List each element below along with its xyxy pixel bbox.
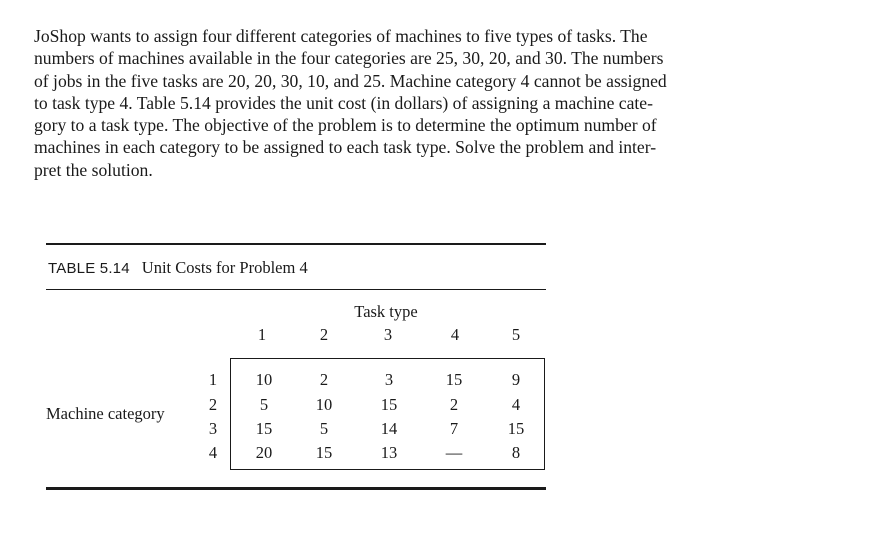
table-cell: 2 bbox=[449, 395, 459, 414]
table-cell: 5 bbox=[319, 419, 329, 438]
column-header: 4 bbox=[450, 325, 460, 344]
row-header: 4 bbox=[208, 443, 218, 462]
table-cell: 9 bbox=[511, 370, 521, 389]
column-header: 2 bbox=[319, 325, 329, 344]
table-cell: 3 bbox=[384, 370, 394, 389]
problem-line: gory to a task type. The objective of the problem is to determine the optimum number of bbox=[34, 115, 657, 136]
problem-statement bbox=[34, 25, 844, 181]
column-header: 5 bbox=[511, 325, 521, 344]
table-cell: 14 bbox=[380, 419, 398, 438]
table-cell: 15 bbox=[315, 443, 333, 462]
problem-line: machines in each category to be assigned to each task type. Solve the problem and inter- bbox=[34, 137, 657, 158]
table-cell: 15 bbox=[507, 419, 525, 438]
table-number: TABLE 5.14 bbox=[48, 260, 130, 277]
table-caption-rule bbox=[46, 289, 546, 290]
table-top-rule bbox=[46, 243, 546, 245]
column-header: 3 bbox=[383, 325, 393, 344]
table-cell: 15 bbox=[380, 395, 398, 414]
table-cell: 5 bbox=[259, 395, 269, 414]
problem-line: to task type 4. Table 5.14 provides the unit cost (in dollars) of assigning a machine cate- bbox=[34, 92, 653, 113]
problem-line: pret the solution. bbox=[34, 159, 153, 180]
table-cell: — bbox=[445, 443, 463, 462]
row-header: 3 bbox=[208, 419, 218, 438]
column-spanner: Task type bbox=[354, 302, 418, 321]
column-header: 1 bbox=[257, 325, 267, 344]
table-cell: 7 bbox=[449, 419, 459, 438]
row-spanner: Machine category bbox=[46, 404, 165, 423]
table-bottom-rule bbox=[46, 487, 546, 490]
row-header: 2 bbox=[208, 395, 218, 414]
table-cell: 8 bbox=[511, 443, 521, 462]
table-cell: 13 bbox=[380, 443, 398, 462]
problem-line: of jobs in the five tasks are 20, 20, 30, 10, and 25. Machine category 4 cannot be assigned bbox=[34, 70, 667, 91]
problem-line: JoShop wants to assign four different categories of machines to five types of tasks. The bbox=[34, 26, 648, 46]
table-cell: 10 bbox=[315, 395, 333, 414]
table-cell: 4 bbox=[511, 395, 521, 414]
table-cell: 15 bbox=[445, 370, 463, 389]
table-cell: 2 bbox=[319, 370, 329, 389]
table-caption bbox=[48, 258, 308, 278]
table-cell: 20 bbox=[255, 443, 273, 462]
table-cell: 15 bbox=[255, 419, 273, 438]
table-cell: 10 bbox=[255, 370, 273, 389]
problem-line: numbers of machines available in the four categories are 25, 30, 20, and 30. The numbers bbox=[34, 48, 664, 69]
row-header: 1 bbox=[208, 370, 218, 389]
table-title: Unit Costs for Problem 4 bbox=[141, 258, 308, 277]
